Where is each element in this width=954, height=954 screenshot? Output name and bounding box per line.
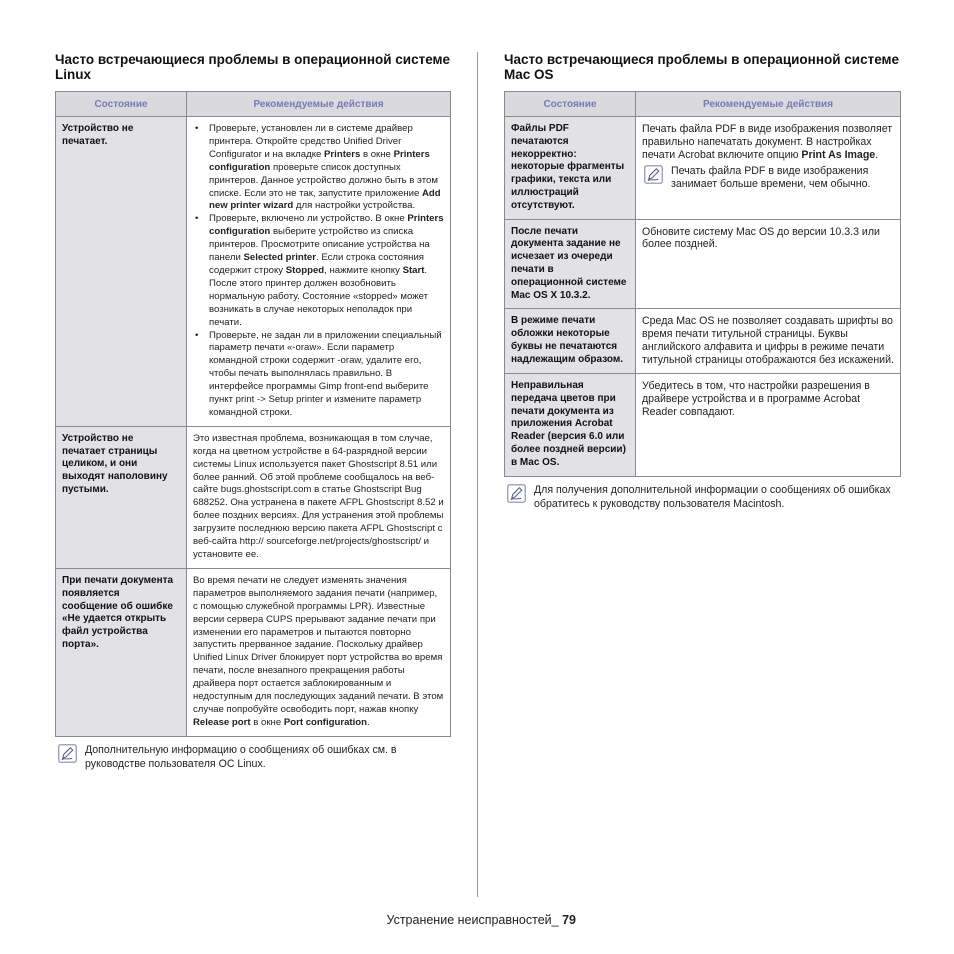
recommended-actions: [187, 117, 451, 427]
linux-problems-table: [55, 91, 451, 737]
page-footer: [386, 913, 576, 927]
table-row: [56, 117, 451, 427]
recommended-actions: Это известная проблема, возникающая в том случае, когда на цветном устройстве в 64-разрядной версии системы Linux используется пакет Ghostscript 8.51 или более ранний. Об этой проблеме сообщалось на веб-сайте bugs.ghostscript.com в статье Ghostscript Bug 688252. Она устранена в пакете AFPL Ghostscript 8.52 и более поздних версиях. Для устранения этой проблемы загрузите последнюю версию пакета AFPL Ghostscript с веб-сайта http:// sourceforge.net/projects/ghostscript/ и установите ее.: [187, 426, 451, 568]
problem-state: При печати документа появляется сообщение об ошибке «Не удается открыть файл устройства порта».: [56, 568, 187, 736]
macos-note: [504, 483, 901, 511]
recommended-actions: [636, 117, 901, 220]
column-divider: [477, 52, 478, 897]
linux-section-title: Часто встречающиеся проблемы в операционной системе Linux: [55, 52, 451, 82]
column-header-actions: Рекомендуемые действия: [187, 92, 451, 117]
macos-problems-table: [504, 91, 901, 477]
problem-state: Неправильная передача цветов при печати документа из приложения Acrobat Reader (версия 6.0 или более поздней версии) в Mac OS.: [505, 373, 636, 476]
table-row: [505, 117, 901, 220]
note-text: Печать файла PDF в виде изображения занимает больше времени, чем обычно.: [671, 164, 871, 190]
note-text: Для получения дополнительной информации о сообщениях об ошибках обратитесь к руководству пользователя Macintosh.: [534, 483, 891, 510]
recommended-actions: Во время печати не следует изменять значения параметров выполняемого задания печати (например, с помощью служебной программы LPR). Известные версии сервера CUPS прерывают задание печати при изменении его параметров и пытаются повторно запустить прерванное задание. Поскольку драйвер Unified Linux Driver блокирует порт устройства во время печати, после внезапного прекращения работы драйвера порт остается заблокированным и недоступным для последующих заданий печати. В этом случае попробуйте освободить порт, нажав кнопку Release port в окне Port configuration.: [187, 568, 451, 736]
table-header-row: [56, 92, 451, 117]
linux-section: [55, 52, 451, 771]
problem-state: В режиме печати обложки некоторые буквы не печатаются надлежащим образом.: [505, 309, 636, 374]
note-pencil-icon: [644, 165, 663, 184]
column-header-state: Состояние: [56, 92, 187, 117]
list-item: • Проверьте, установлен ли в системе драйвер принтера. Откройте средство Unified Driver Configurator и на вкладке Printers в окне Printers configuration проверьте список доступных принтеров. Данное устройство должно быть в этом списке. Если это не так, запустите приложение Add new printer wizard для настройки устройства.: [193, 123, 444, 213]
action-list: [193, 123, 444, 420]
recommended-actions: Убедитесь в том, что настройки разрешения в драйвере устройства и в программе Acrobat Reader совпадают.: [636, 373, 901, 476]
macos-section-title: Часто встречающиеся проблемы в операционной системе Mac OS: [504, 52, 900, 82]
table-row: [505, 219, 901, 309]
page-number: 79: [562, 913, 576, 927]
recommended-actions: Среда Mac OS не позволяет создавать шрифты во время печати титульной страницы. Буквы английского алфавита и цифры в режиме печати титульной страницы отображаются без искажений.: [636, 309, 901, 374]
column-header-state: Состояние: [505, 92, 636, 117]
table-row: [56, 568, 451, 736]
table-row: [505, 373, 901, 476]
linux-note: [55, 743, 451, 771]
problem-state: Устройство не печатает.: [56, 117, 187, 427]
table-row: [56, 426, 451, 568]
problem-state: Устройство не печатает страницы целиком, и они выходят наполовину пустыми.: [56, 426, 187, 568]
note-text: Дополнительную информацию о сообщениях об ошибках см. в руководстве пользователя ОС Linux.: [85, 743, 397, 770]
action-text: Печать файла PDF в виде изображения позволяет правильно напечатать документ. В настройках печати Acrobat включите опцию Print As Image.: [642, 123, 893, 161]
list-item: • Проверьте, не задан ли в приложении специальный параметр печати «-oraw». Если параметр командной строки содержит -oraw, удалите его, чтобы печать выполнялась правильно. В интерфейсе программы Gimp front-end выберите пункт print -> Setup printer и измените параметр командной строки.: [193, 330, 444, 420]
inline-note: [642, 165, 894, 191]
note-pencil-icon: [507, 484, 526, 503]
footer-section-title: Устранение неисправностей_: [386, 913, 559, 927]
problem-state: После печати документа задание не исчезает из очереди печати в операционной системе Mac OS X 10.3.2.: [505, 219, 636, 309]
column-header-actions: Рекомендуемые действия: [636, 92, 901, 117]
problem-state: Файлы PDF печатаются некорректно: некоторые фрагменты графики, текста или иллюстраций отсутствуют.: [505, 117, 636, 220]
table-header-row: [505, 92, 901, 117]
note-pencil-icon: [58, 744, 77, 763]
table-row: [505, 309, 901, 374]
list-item: • Проверьте, включено ли устройство. В окне Printers configuration выберите устройство из списка принтеров. Просмотрите описание устройства на панели Selected printer. Если строка состояния содержит строку Stopped, нажмите кнопку Start. После этого принтер должен возобновить нормальную работу. Состояние «stopped» может возникать в случае некоторых неполадок при печати.: [193, 213, 444, 329]
recommended-actions: Обновите систему Mac OS до версии 10.3.3 или более поздней.: [636, 219, 901, 309]
macos-section: [504, 52, 901, 511]
